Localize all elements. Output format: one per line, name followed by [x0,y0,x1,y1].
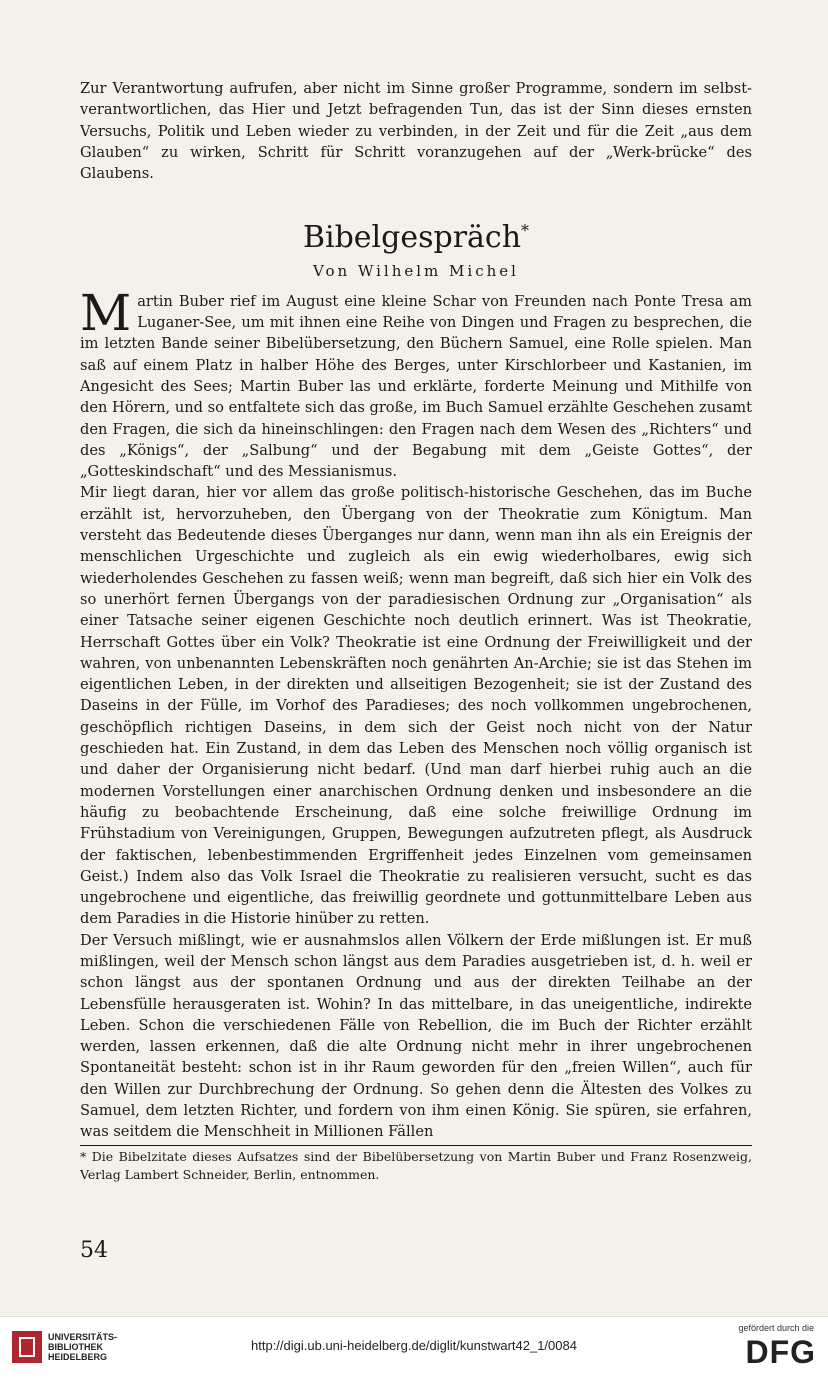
viewer-footer [0,1316,828,1378]
permalink-url[interactable]: http://digi.ub.uni-heidelberg.de/diglit/kunstwart42_1/0084 [251,1338,577,1353]
footnote: * Die Bibelzitate dieses Aufsatzes sind der Bibelübersetzung von Martin Buber und Franz Rosenzweig, Verlag Lambert Schneider, Berlin, entnommen. [80,1148,752,1182]
article-title [80,214,752,255]
paragraph-3: Der Versuch mißlingt, wie er ausnahmslos allen Völkern der Erde mißlungen ist. Er muß mißlingen, weil der Mensch schon längst aus dem Paradies ausgetrieben ist, d. h. weil er schon längst aus der spontanen Ordnung und aus der direkten Teilhabe an der Lebensfülle herausgeraten ist. Wohin? In das mittelbare, in das uneigentliche, indirekte Leben. Schon die verschiedenen Fälle von Rebellion, die im Buch der Richter erzählt werden, lassen erkennen, daß die alte Ordnung nicht mehr in ihrer ungebrochenen Spontaneität besteht: schon ist in ihr Raum geworden für den „freien Willen“, auch für den Willen zur Durchbrechung der Ordnung. So gehen denn die Ältesten des Volkes zu Samuel, dem letzten Richter, und fordern von ihm einen König. Sie spüren, sie erfahren, was seitdem die Menschheit in Millionen Fällen [80,931,752,1141]
article-body [80,78,752,1184]
paragraph-2: Mir liegt daran, hier vor allem das große politisch-historische Geschehen, das im Buche erzählt ist, hervorzuheben, den Übergang von der Theokratie zum Königtum. Man versteht das Bedeutende dieses Überganges nur dann, wenn man ihn als ein Ereignis der menschlichen Urgeschichte und zugleich als ein ewig wiederholbares, ewig sich wiederholendes Geschehen zu fassen weiß; wenn man begreift, daß sich hier ein Volk des so unerhört fernen Übergangs von der paradiesischen Ordnung zur „Organisation“ als einer Tatsache seiner eigenen Geschichte noch deutlich erinnert. Was ist Theokratie, Herrschaft Gottes über ein Volk? Theokratie ist eine Ordnung der Freiwilligkeit und der wahren, von unbenannten Lebenskräften noch genährten An-Archie; sie ist das Stehen im eigentlichen Leben, in der direkten und allseitigen Bezogenheit; sie ist der Zustand des Daseins in der Fülle, im Vorhof des Paradieses; des noch vollkommen ungebrochenen, geschöpflich richtigen Daseins, in dem sich der Geist noch nicht von der Natur geschieden hat. Ein Zustand, in dem das Leben des Menschen noch völlig organisch ist und daher der Organisierung nicht bedarf. (Und man darf hierbei ruhig auch an die modernen Vorstellungen einer anarchischen Ordnung denken und insbesondere an die häufig zu beobachtende Erscheinung, daß eine solche freiwillige Ordnung im Frühstadium von Vereinigungen, Gruppen, Bewegungen aufzutreten pflegt, als Ausdruck der faktischen, lebenbestimmenden Ergriffenheit jedes Einzelnen vom gemeinsamen Geist.) Indem also das Volk Israel die Theokratie zu realisieren versucht, sucht es das ungebrochene und eigentliche, das freiwillig geordnete und gottunmittelbare Leben aus dem Paradies in die Historie hinüber zu retten. [80,484,752,928]
intro-paragraph: Zur Verantwortung aufrufen, aber nicht im Sinne großer Programme, sondern im selbst-verantwortlichen, das Hier und Jetzt befragenden Tun, das ist der Sinn dieses ernsten Versuchs, Politik und Leben wieder zu verbinden, in der Zeit und für die Zeit „aus dem Glauben“ zu wirken, Schritt für Schritt voranzugehen auf der „Werk-brücke“ des Glaubens. [80,80,752,183]
dfg-logo[interactable]: DFG [745,1334,816,1370]
funding-note: gefördert durch die [738,1323,814,1333]
paragraph-1 [80,283,752,483]
footnote-divider [80,1145,752,1146]
library-name[interactable]: UNIVERSITÄTS- BIBLIOTHEK HEIDELBERG [48,1332,118,1362]
page-number: 54 [80,1238,108,1263]
paragraph-1-text: artin Buber rief im August eine kleine Schar von Freunden nach Ponte Tresa am Luganer-See, um mit ihnen eine Reihe von Dingen und Fragen zu besprechen, die im letzten Bande seiner Bibelübersetzung, den Büchern Samuel, eine Rolle spielen. Man saß auf einem Platz in halber Höhe des Berges, unter Kirschlorbeer und Kastanien, im Angesicht des Sees; Martin Buber las und erklärte, forderte Meinung und Mithilfe von den Hörern, und so entfaltete sich das große, im Buch Samuel erzählte Geschehen zusamt den Fragen, die sich da hineinschlingen: den Fragen nach dem Wesen des „Richters“ und des „Königs“, der „Salbung“ und der Begabung mit dem „Geiste Gottes“, der „Gotteskindschaft“ und des Messianismus. [80,292,752,481]
drop-cap: M [80,283,132,342]
byline: Von Wilhelm Michel [313,262,519,281]
title-text: Bibelgespräch [302,220,522,256]
footnote-mark: * [521,221,530,241]
